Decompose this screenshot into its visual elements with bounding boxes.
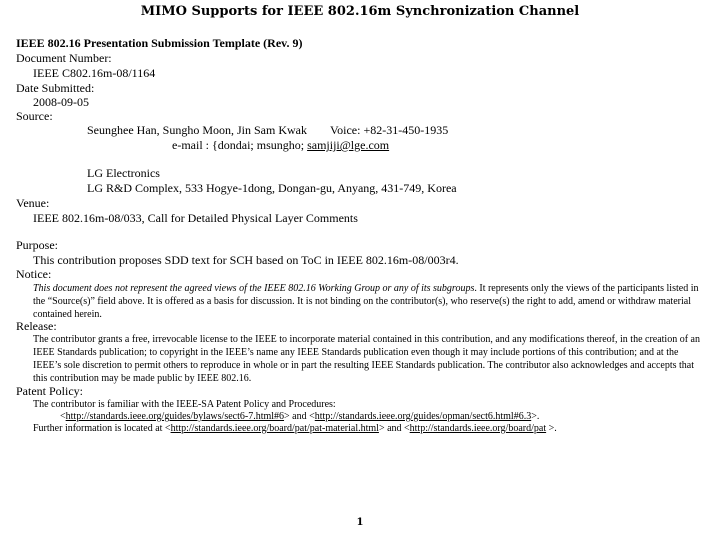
notice-text: [33, 282, 707, 321]
patent-opman-link[interactable]: http://standards.ieee.org/guides/opman/sect6.html#6.3: [314, 411, 532, 422]
page-title: MIMO Supports for IEEE 802.16m Synchronization Channel: [140, 4, 580, 19]
source-voice: Voice: +82-31-450-1935: [330, 123, 449, 137]
source-authors: Seunghee Han, Sungho Moon, Jin Sam Kwak: [87, 123, 307, 137]
release-text: The contributor grants a free, irrevocable license to the IEEE to incorporate material contained in this contribution, and any modifications thereof, in the creation of an IEEE Standards publication; to copyright in the IEEE’s name any IEEE Standards publication even though it may include portions of this contribution; and at the IEEE’s sole discretion to permit others to reproduce in whole or in part the resulting IEEE Standards publication. The contributor also acknowledges and accepts that this contribution may be made public by IEEE 802.16.: [33, 334, 700, 384]
patent-intro: The contributor is familiar with the IEEE-SA Patent Policy and Procedures:: [33, 399, 336, 410]
notice-italic: This document does not represent the agreed views of the IEEE 802.16 Working Group or any of its subgroups: [33, 283, 475, 294]
source-organization: LG Electronics: [87, 166, 160, 180]
purpose-label: Purpose:: [16, 238, 58, 252]
patent-links-line: <http://standards.ieee.org/guides/bylaws/sect6-7.html#6> and <http://standards.ieee.org/guides/opman/sect6.html#6.3>.: [60, 411, 540, 422]
page-number: 1: [356, 517, 364, 528]
source-address: LG R&D Complex, 533 Hogye-1dong, Dongan-gu, Anyang, 431-749, Korea: [87, 181, 457, 195]
release-label: Release:: [16, 319, 57, 333]
patent-board-link[interactable]: http://standards.ieee.org/board/pat: [409, 423, 547, 434]
template-heading: IEEE 802.16 Presentation Submission Template (Rev. 9): [16, 36, 303, 50]
purpose-value: This contribution proposes SDD text for SCH based on ToC in IEEE 802.16m-08/003r4.: [33, 253, 459, 267]
venue-label: Venue:: [16, 196, 50, 210]
patent-and-text: > and <: [284, 411, 315, 422]
patent-further-text: Further information is located at <: [33, 423, 171, 434]
patent-end2-text: >.: [546, 423, 557, 434]
source-email-prefix: e-mail : {dondai; msungho;: [172, 138, 308, 152]
source-label: Source:: [16, 109, 53, 123]
document-number-label: Document Number:: [16, 51, 112, 65]
venue-value: IEEE 802.16m-08/033, Call for Detailed Physical Layer Comments: [33, 211, 358, 225]
date-submitted-value: 2008-09-05: [33, 95, 89, 109]
document-number-value: IEEE C802.16m-08/1164: [33, 66, 156, 80]
patent-end-text: >.: [531, 411, 540, 422]
patent-bylaws-link[interactable]: http://standards.ieee.org/guides/bylaws/sect6-7.html#6: [65, 411, 285, 422]
source-email: [172, 138, 389, 153]
patent-material-link[interactable]: http://standards.ieee.org/board/pat/pat-material.html: [170, 423, 379, 434]
patent-further-line: [33, 422, 557, 435]
source-email-link[interactable]: samjiji@lge.com: [307, 138, 390, 152]
notice-label: Notice:: [16, 267, 52, 281]
patent-policy-label: Patent Policy:: [16, 384, 83, 398]
date-submitted-label: Date Submitted:: [16, 81, 95, 95]
patent-and2-text: > and <: [378, 423, 410, 434]
notice-body: . It represents only the views of the participants listed in the “Source(s)” field above. It is offered as a basis for discussion. It is not binding on the contributor(s), who reserve(s) the right to add, amend or withdraw material contained herein.: [33, 283, 699, 320]
